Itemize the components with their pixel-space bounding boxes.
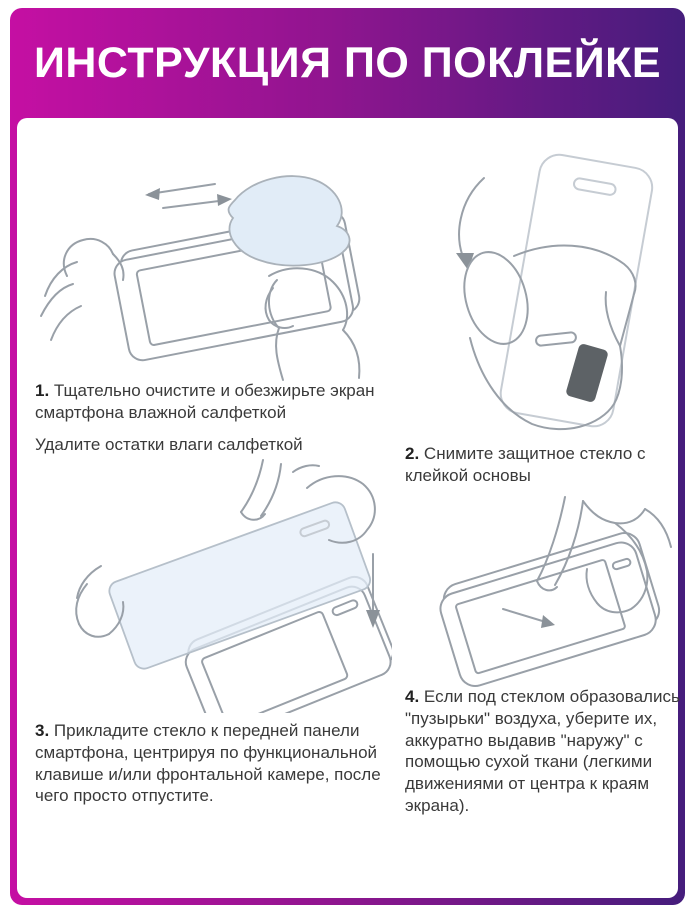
- wipe-arrows-icon: [145, 184, 232, 208]
- header: [10, 8, 685, 118]
- step-1-note: Удалите остатки влаги салфеткой: [35, 434, 303, 454]
- step-2-illustration-peel-backing: [422, 148, 672, 443]
- step-3-text: [35, 720, 400, 807]
- step-3-body: Прикладите стекло к передней панели смартфона, центрируя по функциональной клавише и/или фронтальной камере, после чего просто отпустите.: [35, 721, 381, 806]
- instruction-poster: [10, 8, 685, 905]
- page-title: ИНСТРУКЦИЯ ПО ПОКЛЕЙКЕ: [33, 38, 662, 87]
- step-1-text: [35, 380, 380, 424]
- step-1-body: Тщательно очистите и обезжирьте экран смартфона влажной салфеткой: [35, 381, 375, 422]
- step-4-illustration-press-bubbles: [417, 493, 677, 693]
- left-hand-sketch: [41, 239, 124, 340]
- step-4-body: Если под стеклом образовались "пузырьки" воздуха, уберите их, аккуратно выдавив "наружу" с помощью сухой ткани (легкими движениями от центра к краям экрана).: [405, 687, 680, 815]
- step-4-text-block: [405, 686, 680, 817]
- step-1-number: 1.: [35, 381, 50, 400]
- step-4-text: [405, 686, 680, 817]
- step-3-number: 3.: [35, 721, 50, 740]
- step-3-illustration-apply-glass: [57, 458, 392, 713]
- step-2-text-block: [405, 443, 670, 487]
- step-2-text: [405, 443, 670, 487]
- content-card: [17, 118, 678, 898]
- step-1-text-block: [35, 380, 380, 455]
- step-3-text-block: [35, 720, 400, 807]
- step-2-body: Снимите защитное стекло с клейкой основы: [405, 444, 646, 485]
- curved-arrow-icon: [456, 178, 484, 270]
- step-1-illustration-wiping-phone: [37, 158, 382, 383]
- step-4-number: 4.: [405, 687, 420, 706]
- cloth-sketch: [229, 176, 350, 265]
- backing-roll-sketch: [454, 245, 635, 430]
- step-2-number: 2.: [405, 444, 420, 463]
- pull-tab: [565, 343, 609, 403]
